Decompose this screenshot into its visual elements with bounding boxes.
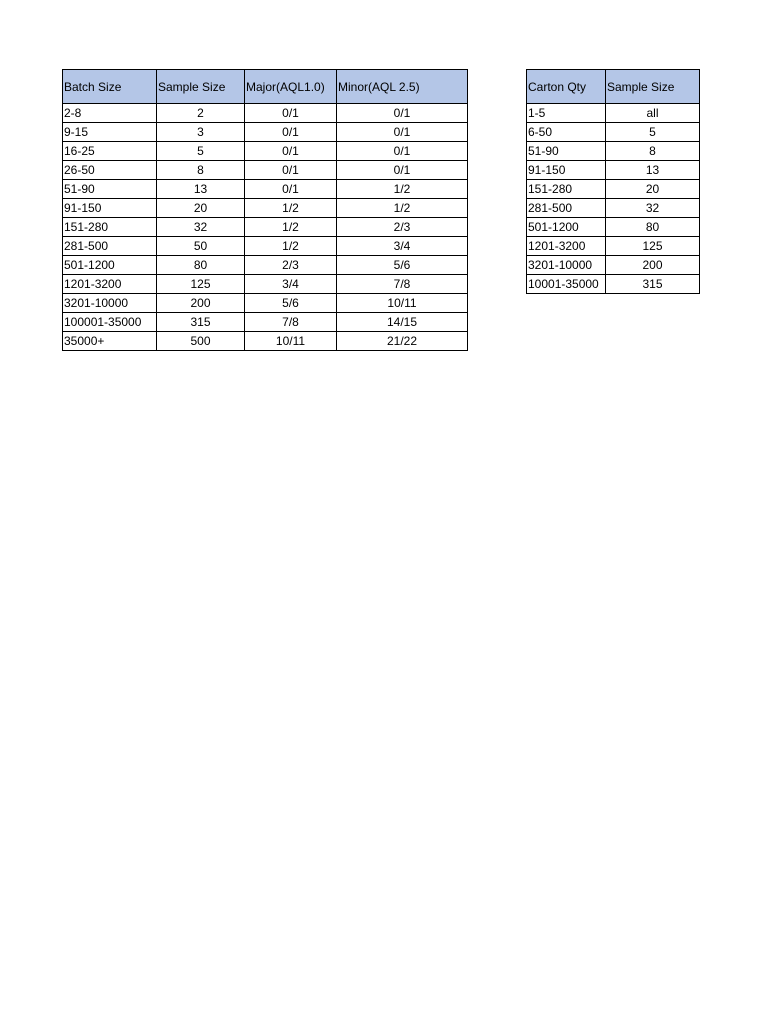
table-cell: 80: [157, 256, 245, 275]
table-cell: 3/4: [337, 237, 468, 256]
table-cell: 14/15: [337, 313, 468, 332]
table-row: [63, 161, 468, 180]
table-cell: 0/1: [245, 161, 337, 180]
table-cell: 5/6: [337, 256, 468, 275]
table-cell: 3/4: [245, 275, 337, 294]
table-cell: 16-25: [63, 142, 157, 161]
aql-table-body: [63, 104, 468, 351]
table-cell: 8: [606, 142, 700, 161]
table-cell: 5: [157, 142, 245, 161]
table-cell: 10/11: [337, 294, 468, 313]
table-cell: 20: [606, 180, 700, 199]
table-cell: 80: [606, 218, 700, 237]
table-cell: 1/2: [245, 218, 337, 237]
table-cell: 1-5: [527, 104, 606, 123]
table-cell: 315: [157, 313, 245, 332]
table-cell: 10001-35000: [527, 275, 606, 294]
table-cell: 501-1200: [63, 256, 157, 275]
table-cell: 2: [157, 104, 245, 123]
table-cell: 91-150: [63, 199, 157, 218]
header-row: [63, 70, 468, 104]
table-cell: 1/2: [245, 237, 337, 256]
table-row: [527, 104, 700, 123]
table-cell: 151-280: [63, 218, 157, 237]
table-row: [527, 180, 700, 199]
table-row: [63, 199, 468, 218]
column-header: Major(AQL1.0): [245, 70, 337, 104]
column-header: Batch Size: [63, 70, 157, 104]
table-cell: 0/1: [337, 142, 468, 161]
table-cell: 26-50: [63, 161, 157, 180]
table-cell: 5: [606, 123, 700, 142]
table-cell: 32: [157, 218, 245, 237]
table-cell: 1/2: [337, 199, 468, 218]
table-row: [63, 313, 468, 332]
table-cell: 35000+: [63, 332, 157, 351]
header-row: [527, 70, 700, 104]
table-cell: 500: [157, 332, 245, 351]
table-row: [527, 275, 700, 294]
table-row: [63, 294, 468, 313]
table-cell: 32: [606, 199, 700, 218]
table-cell: 2/3: [245, 256, 337, 275]
table-row: [63, 104, 468, 123]
table-cell: 51-90: [527, 142, 606, 161]
table-cell: 3201-10000: [527, 256, 606, 275]
table-row: [527, 161, 700, 180]
table-cell: 0/1: [337, 104, 468, 123]
column-header: Sample Size: [157, 70, 245, 104]
column-header: Sample Size: [606, 70, 700, 104]
table-cell: 7/8: [337, 275, 468, 294]
column-header: Carton Qty: [527, 70, 606, 104]
table-row: [63, 123, 468, 142]
table-cell: 125: [606, 237, 700, 256]
table-row: [63, 237, 468, 256]
table-cell: 0/1: [245, 104, 337, 123]
table-cell: 8: [157, 161, 245, 180]
table-row: [527, 199, 700, 218]
table-row: [63, 180, 468, 199]
table-cell: 13: [606, 161, 700, 180]
table-row: [527, 123, 700, 142]
table-row: [527, 218, 700, 237]
table-cell: 20: [157, 199, 245, 218]
table-cell: 5/6: [245, 294, 337, 313]
table-row: [63, 275, 468, 294]
table-cell: 1/2: [337, 180, 468, 199]
table-cell: 0/1: [337, 123, 468, 142]
table-row: [527, 142, 700, 161]
carton-sampling-table: [526, 69, 700, 294]
table-cell: 0/1: [245, 142, 337, 161]
table-cell: 91-150: [527, 161, 606, 180]
table-cell: 0/1: [337, 161, 468, 180]
table-cell: 1201-3200: [527, 237, 606, 256]
table-row: [63, 332, 468, 351]
table-cell: 125: [157, 275, 245, 294]
table-row: [63, 256, 468, 275]
table-cell: 3: [157, 123, 245, 142]
table-row: [63, 142, 468, 161]
table-cell: 200: [606, 256, 700, 275]
table-cell: 0/1: [245, 123, 337, 142]
table-cell: 281-500: [63, 237, 157, 256]
table-cell: 50: [157, 237, 245, 256]
table-cell: 151-280: [527, 180, 606, 199]
table-cell: 2/3: [337, 218, 468, 237]
carton-table-header: [527, 70, 700, 104]
table-cell: 7/8: [245, 313, 337, 332]
table-row: [527, 256, 700, 275]
table-cell: 21/22: [337, 332, 468, 351]
table-row: [63, 218, 468, 237]
table-cell: 0/1: [245, 180, 337, 199]
table-cell: 200: [157, 294, 245, 313]
table-cell: 1/2: [245, 199, 337, 218]
table-cell: 51-90: [63, 180, 157, 199]
table-cell: 100001-35000: [63, 313, 157, 332]
table-cell: 3201-10000: [63, 294, 157, 313]
aql-table-header: [63, 70, 468, 104]
aql-sampling-table: [62, 69, 468, 351]
table-cell: 1201-3200: [63, 275, 157, 294]
table-cell: all: [606, 104, 700, 123]
table-cell: 9-15: [63, 123, 157, 142]
table-row: [527, 237, 700, 256]
table-cell: 6-50: [527, 123, 606, 142]
table-cell: 281-500: [527, 199, 606, 218]
table-cell: 13: [157, 180, 245, 199]
column-header: Minor(AQL 2.5): [337, 70, 468, 104]
table-cell: 315: [606, 275, 700, 294]
carton-table-body: [527, 104, 700, 294]
table-cell: 10/11: [245, 332, 337, 351]
table-cell: 2-8: [63, 104, 157, 123]
table-cell: 501-1200: [527, 218, 606, 237]
